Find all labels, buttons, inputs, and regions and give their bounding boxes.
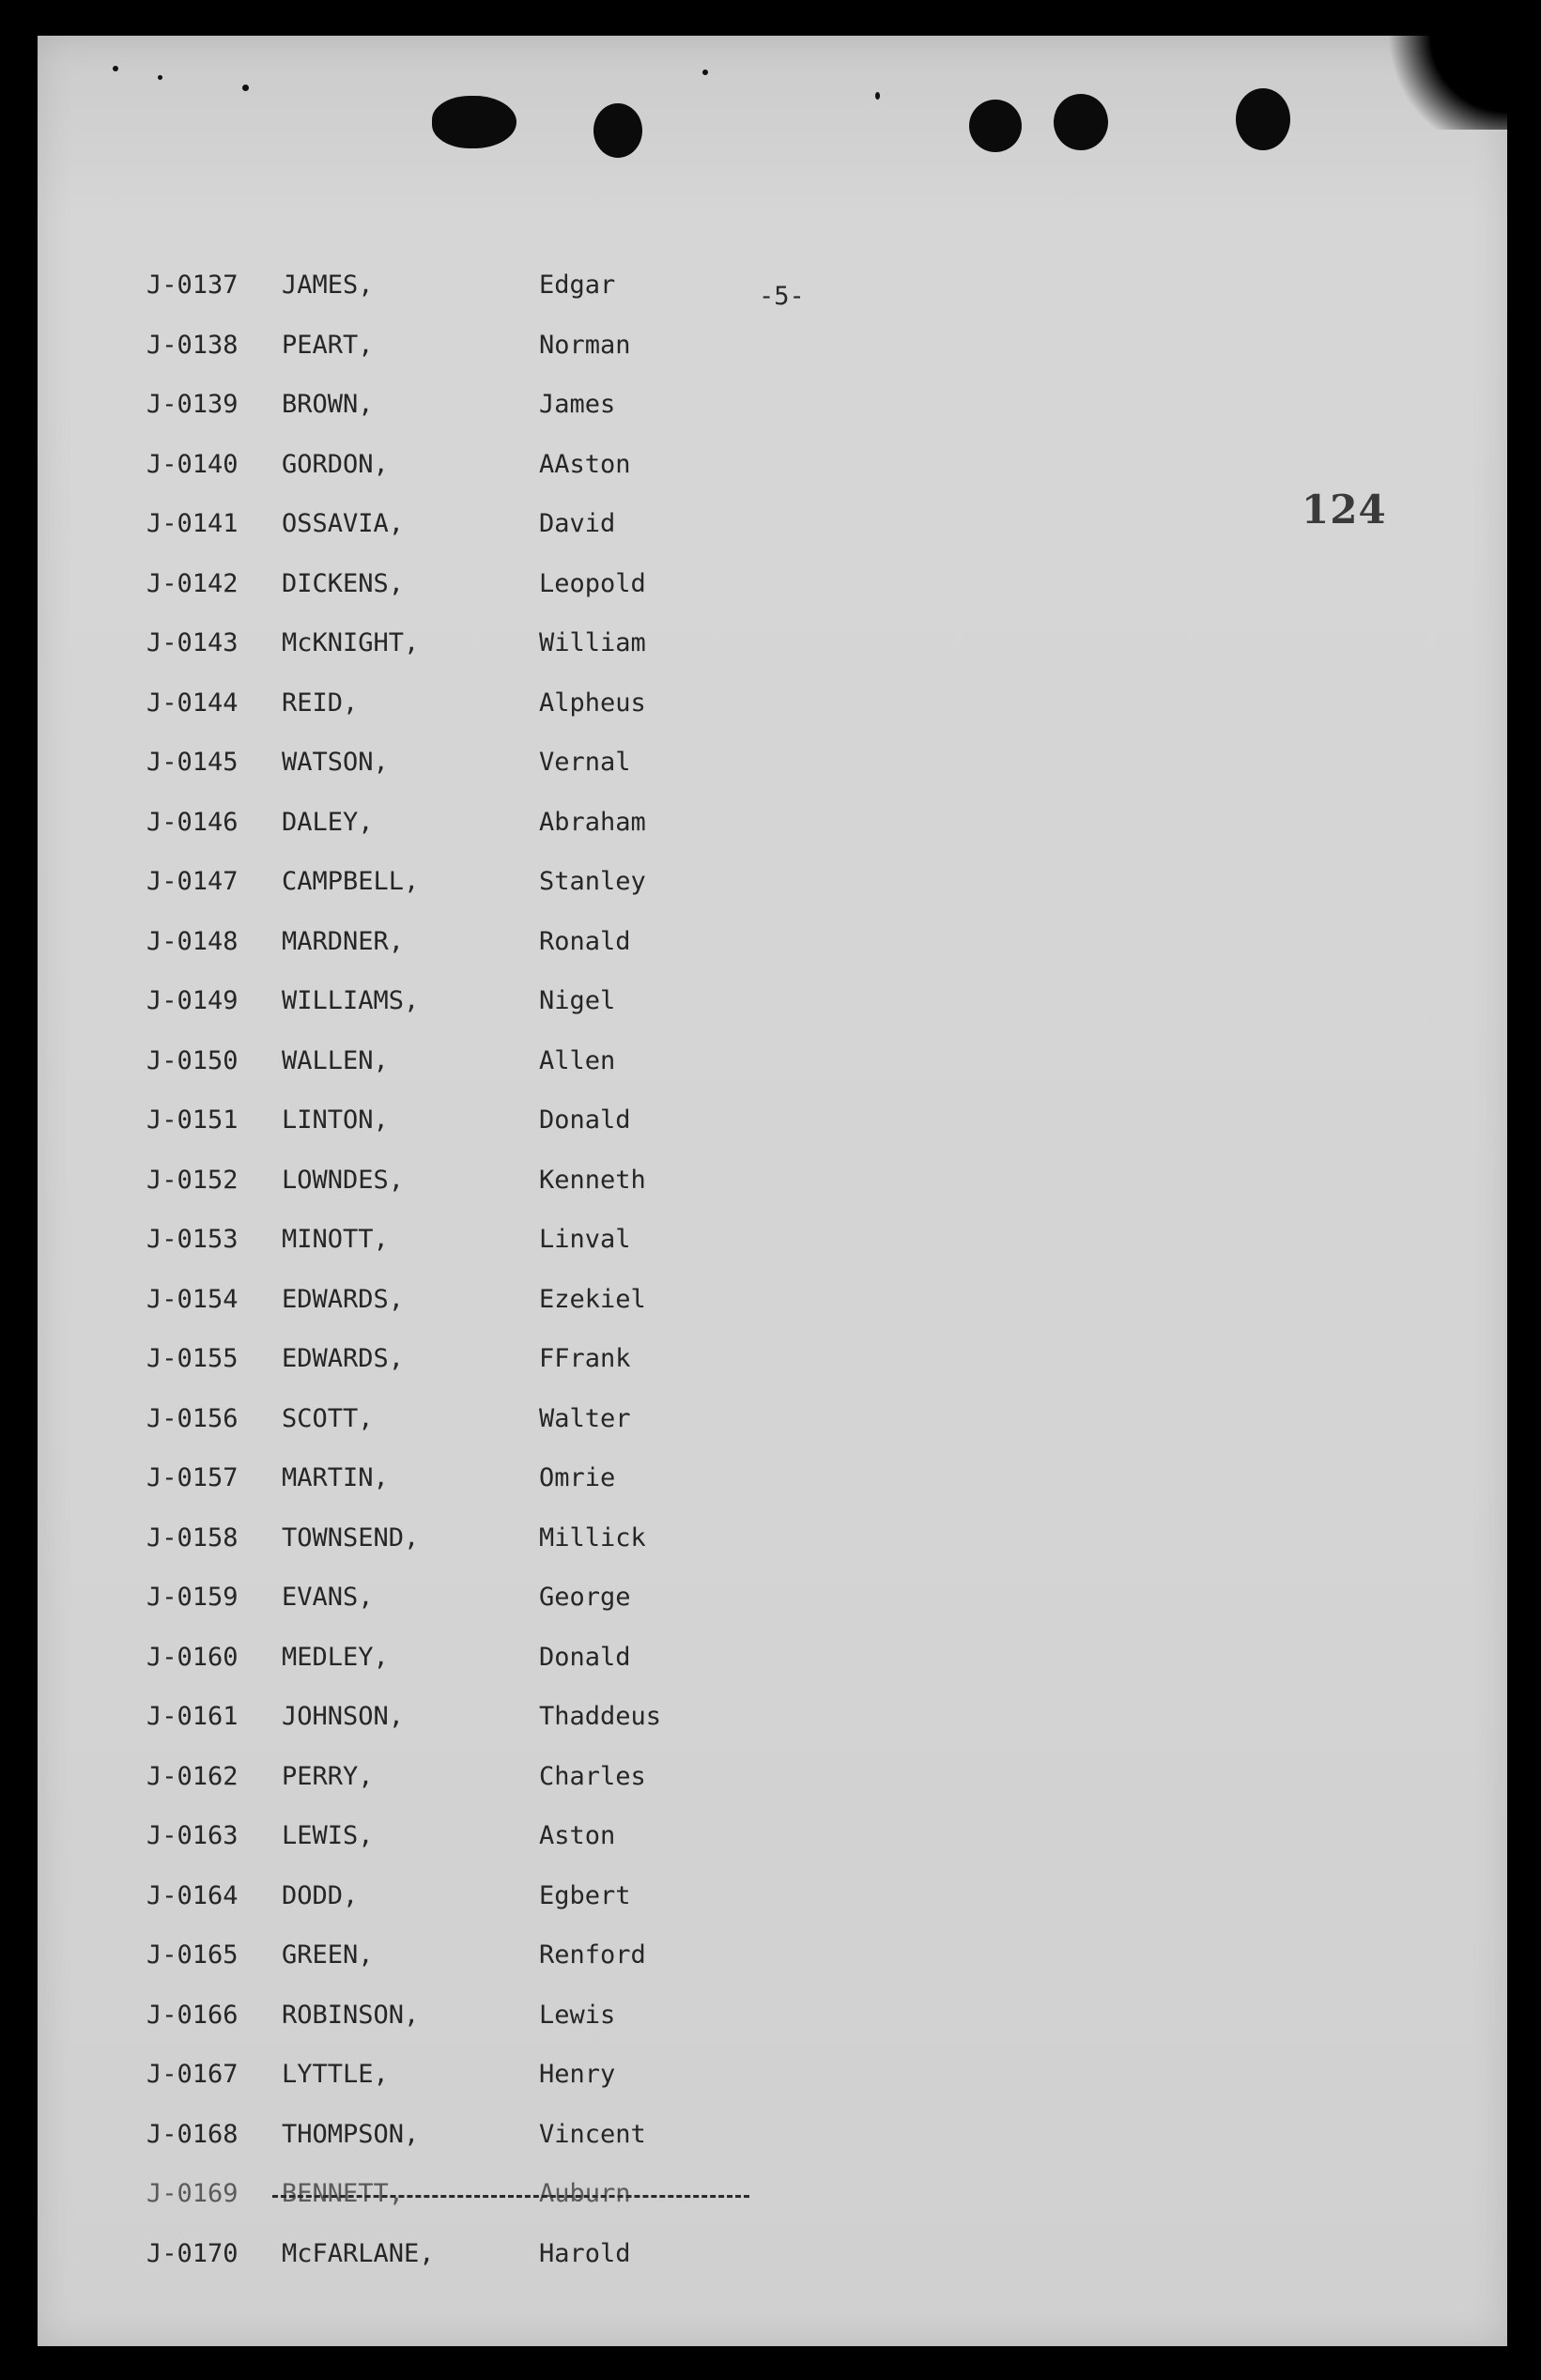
surname: EDWARDS, — [282, 1344, 405, 1373]
list-item — [0, 867, 845, 904]
record-id: J-0166 — [146, 2000, 239, 2030]
list-item — [0, 569, 845, 607]
list-item — [0, 1643, 845, 1680]
list-item — [0, 748, 845, 785]
given-name: Aston — [539, 1821, 616, 1850]
surname: DICKENS, — [282, 568, 405, 598]
speck — [702, 70, 708, 75]
record-id: J-0156 — [146, 1403, 239, 1433]
list-item — [0, 1225, 845, 1262]
given-name: Edgar — [539, 270, 616, 300]
surname: MINOTT, — [282, 1225, 389, 1254]
record-id: J-0159 — [146, 1583, 239, 1612]
record-id: J-0151 — [146, 1105, 239, 1135]
record-id: J-0143 — [146, 628, 239, 657]
record-id: J-0147 — [146, 867, 239, 896]
surname: LINTON, — [282, 1105, 389, 1135]
list-item — [0, 2001, 845, 2038]
given-name: Alpheus — [539, 688, 646, 718]
given-name: Ronald — [539, 926, 631, 956]
record-id: J-0153 — [146, 1225, 239, 1254]
surname: GORDON, — [282, 449, 389, 479]
surname: WALLEN, — [282, 1045, 389, 1075]
list-item — [0, 1583, 845, 1620]
page-number: -5- — [759, 282, 805, 311]
record-id: J-0145 — [146, 748, 239, 777]
given-name: Abraham — [539, 807, 646, 837]
record-id: J-0169 — [146, 2179, 239, 2208]
list-item — [0, 1166, 845, 1203]
list-item — [0, 2120, 845, 2157]
given-name: Vernal — [539, 748, 631, 777]
surname: LEWIS, — [282, 1821, 374, 1850]
given-name: Norman — [539, 330, 631, 360]
list-item — [0, 1821, 845, 1859]
list-item — [0, 1940, 845, 1978]
punch-hole — [1054, 94, 1108, 150]
given-name: Millick — [539, 1522, 646, 1553]
given-name: Leopold — [539, 568, 646, 598]
record-id: J-0155 — [146, 1344, 239, 1373]
given-name: Linval — [539, 1225, 631, 1254]
given-name: James — [539, 390, 616, 419]
list-item — [0, 808, 845, 845]
record-id: J-0162 — [146, 1761, 239, 1791]
surname: SCOTT, — [282, 1403, 374, 1433]
record-id: J-0161 — [146, 1702, 239, 1731]
surname: ROBINSON, — [282, 2000, 420, 2030]
surname: EDWARDS, — [282, 1284, 405, 1314]
list-item — [0, 1344, 845, 1382]
surname: EVANS, — [282, 1583, 374, 1612]
record-id: J-0157 — [146, 1463, 239, 1492]
given-name: Egbert — [539, 1880, 631, 1910]
given-name: Vincent — [539, 2119, 646, 2149]
speck — [158, 75, 162, 80]
surname: CAMPBELL, — [282, 867, 420, 896]
punch-hole — [969, 100, 1022, 152]
given-name: FFrank — [539, 1344, 631, 1373]
given-name: Renford — [539, 1940, 646, 1970]
surname: WATSON, — [282, 748, 389, 777]
list-item — [0, 688, 845, 726]
record-id: J-0144 — [146, 688, 239, 718]
speck — [875, 92, 880, 100]
surname: MARDNER, — [282, 926, 405, 956]
torn-corner — [1366, 36, 1507, 130]
surname: McKNIGHT, — [282, 628, 420, 657]
given-name: George — [539, 1583, 631, 1612]
list-item — [0, 1463, 845, 1501]
punch-hole — [593, 103, 642, 158]
list-item — [0, 270, 845, 308]
given-name: Henry — [539, 2060, 616, 2089]
surname: LYTTLE, — [282, 2060, 389, 2089]
record-id: J-0146 — [146, 807, 239, 837]
record-id: J-0148 — [146, 926, 239, 956]
record-id: J-0150 — [146, 1045, 239, 1075]
list-item — [0, 1105, 845, 1143]
given-name: Kenneth — [539, 1165, 646, 1195]
given-name: William — [539, 628, 646, 657]
given-name: Stanley — [539, 867, 646, 896]
list-item — [0, 986, 845, 1024]
list-item — [0, 390, 845, 427]
surname: PERRY, — [282, 1761, 374, 1791]
punch-hole — [1236, 88, 1290, 150]
surname: BENNETT, — [282, 2179, 405, 2208]
given-name: Walter — [539, 1403, 631, 1433]
list-item — [0, 1762, 845, 1800]
list-item — [0, 450, 845, 487]
surname: MEDLEY, — [282, 1642, 389, 1672]
surname: OSSAVIA, — [282, 509, 405, 538]
list-item — [0, 1702, 845, 1739]
strike-through-line — [272, 2195, 749, 2198]
surname: DALEY, — [282, 807, 374, 837]
list-item — [0, 2060, 845, 2097]
surname: TOWNSEND, — [282, 1522, 420, 1553]
surname: McFARLANE, — [282, 2238, 435, 2268]
punch-hole — [432, 96, 516, 148]
list-item — [0, 331, 845, 368]
given-name: David — [539, 509, 616, 538]
record-id: J-0165 — [146, 1940, 239, 1970]
given-name: Donald — [539, 1105, 631, 1135]
given-name: Harold — [539, 2238, 631, 2268]
record-id: J-0149 — [146, 986, 239, 1015]
record-id: J-0160 — [146, 1642, 239, 1672]
list-item — [0, 2179, 845, 2217]
list-item — [0, 1046, 845, 1084]
given-name: Charles — [539, 1761, 646, 1791]
surname: JOHNSON, — [282, 1702, 405, 1731]
surname: THOMPSON, — [282, 2119, 420, 2149]
given-name: Allen — [539, 1045, 616, 1075]
given-name: Omrie — [539, 1463, 616, 1492]
surname: GREEN, — [282, 1940, 374, 1970]
surname: DODD, — [282, 1880, 359, 1910]
surname: WILLIAMS, — [282, 986, 420, 1015]
surname: PEART, — [282, 330, 374, 360]
record-id: J-0152 — [146, 1165, 239, 1195]
record-id: J-0168 — [146, 2119, 239, 2149]
list-item — [0, 927, 845, 965]
list-item — [0, 1285, 845, 1322]
record-id: J-0167 — [146, 2060, 239, 2089]
speck — [242, 85, 249, 91]
record-id: J-0170 — [146, 2238, 239, 2268]
record-id: J-0164 — [146, 1880, 239, 1910]
surname: REID, — [282, 688, 359, 718]
surname: LOWNDES, — [282, 1165, 405, 1195]
given-name: Nigel — [539, 986, 616, 1015]
list-item — [0, 1523, 845, 1561]
record-id: J-0138 — [146, 330, 239, 360]
given-name: Auburn — [539, 2179, 631, 2208]
record-id: J-0142 — [146, 568, 239, 598]
speck — [113, 66, 118, 71]
stamp-number: 124 — [1302, 487, 1387, 533]
surname: BROWN, — [282, 390, 374, 419]
record-id: J-0154 — [146, 1284, 239, 1314]
given-name: AAston — [539, 449, 631, 479]
given-name: Thaddeus — [539, 1702, 662, 1731]
record-id: J-0158 — [146, 1522, 239, 1553]
record-id: J-0139 — [146, 390, 239, 419]
record-id: J-0140 — [146, 449, 239, 479]
list-item — [0, 628, 845, 666]
record-id: J-0163 — [146, 1821, 239, 1850]
list-item — [0, 1404, 845, 1442]
given-name: Lewis — [539, 2000, 616, 2030]
surname: JAMES, — [282, 270, 374, 300]
list-item — [0, 1881, 845, 1919]
given-name: Donald — [539, 1642, 631, 1672]
record-id: J-0137 — [146, 270, 239, 300]
record-id: J-0141 — [146, 509, 239, 538]
surname: MARTIN, — [282, 1463, 389, 1492]
list-item — [0, 2239, 845, 2277]
given-name: Ezekiel — [539, 1284, 646, 1314]
list-item — [0, 509, 845, 547]
